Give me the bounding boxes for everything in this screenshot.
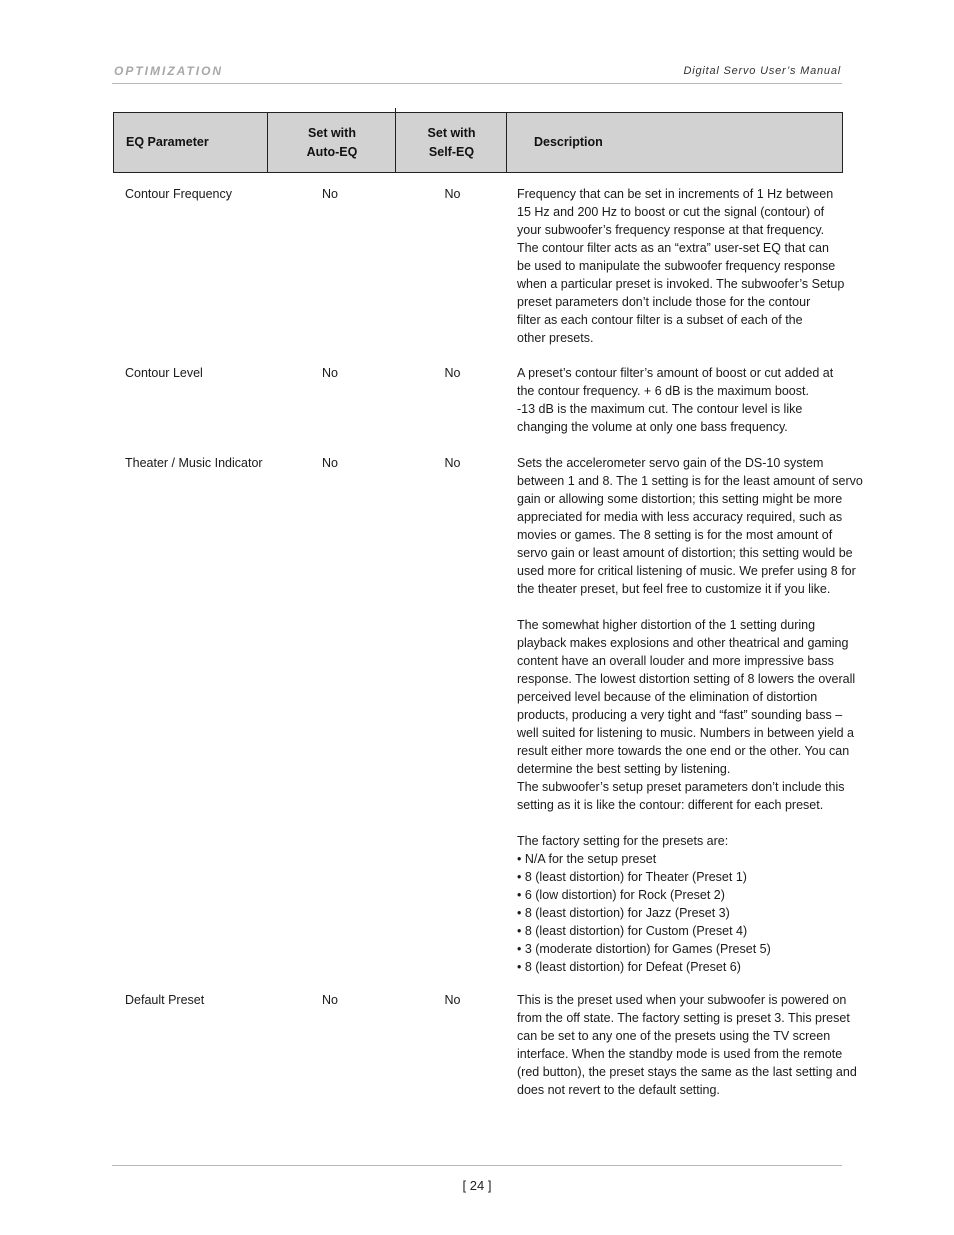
- manual-title: Digital Servo User’s Manual: [683, 65, 841, 77]
- description-line: changing the volume at only one bass frequency.: [517, 420, 788, 434]
- auto-eq-cell: No: [322, 187, 338, 201]
- description-line: filter as each contour filter is a subset of each of the: [517, 313, 803, 327]
- description-cell: [517, 185, 843, 347]
- description-line: the theater preset, but feel free to customize it if you like.: [517, 582, 831, 596]
- self-eq-cell: No: [444, 456, 461, 470]
- description-line: -13 dB is the maximum cut. The contour level is like: [517, 402, 803, 416]
- description-line: the contour frequency. + 6 dB is the maximum boost.: [517, 384, 809, 398]
- param-cell: Contour Frequency: [125, 187, 233, 201]
- description-line: preset parameters don’t include those for the contour: [517, 295, 811, 309]
- param-cell: Theater / Music Indicator: [125, 456, 263, 470]
- column-label: Set with: [427, 125, 476, 140]
- description-line: The subwoofer’s setup preset parameters don’t include this: [517, 780, 845, 794]
- description-line: This is the preset used when your subwoofer is powered on: [517, 993, 847, 1007]
- table-header: [113, 112, 843, 173]
- description-line: appreciated for media with less accuracy required, such as: [517, 510, 843, 524]
- column-header-description: [506, 113, 842, 172]
- description-line: used more for critical listening of music. We prefer using 8 for: [517, 564, 856, 578]
- description-line: determine the best setting by listening.: [517, 762, 731, 776]
- description-line: servo gain or least amount of distortion; this setting would be: [517, 546, 853, 560]
- param-cell: Default Preset: [125, 993, 205, 1007]
- column-label: EQ Parameter: [126, 135, 209, 149]
- description-line: interface. When the standby mode is used from the remote: [517, 1047, 843, 1061]
- description-line: your subwoofer’s frequency response at that frequency.: [517, 223, 825, 237]
- description-line: be used to manipulate the subwoofer frequency response: [517, 259, 836, 273]
- column-label: Auto-EQ: [306, 144, 358, 159]
- self-eq-cell: No: [444, 366, 461, 380]
- section-title: OPTIMIZATION: [114, 64, 224, 78]
- description-line: • 3 (moderate distortion) for Games (Preset 5): [517, 942, 771, 956]
- description-line: playback makes explosions and other theatrical and gaming: [517, 636, 849, 650]
- description-line: • 8 (least distortion) for Jazz (Preset 3): [517, 906, 730, 920]
- self-eq-cell: No: [444, 993, 461, 1007]
- param-cell: Contour Level: [125, 366, 203, 380]
- auto-eq-cell: No: [322, 993, 338, 1007]
- paragraph-gap: [517, 598, 843, 616]
- description-line: can be set to any one of the presets using the TV screen: [517, 1029, 831, 1043]
- description-cell: [517, 364, 843, 436]
- description-line: 15 Hz and 200 Hz to boost or cut the signal (contour) of: [517, 205, 825, 219]
- column-header-eq-parameter: [114, 113, 267, 172]
- description-line: does not revert to the default setting.: [517, 1083, 720, 1097]
- column-header-self-eq: [395, 113, 507, 172]
- description-line: between 1 and 8. The 1 setting is for the least amount of servo: [517, 474, 863, 488]
- description-line: • 8 (least distortion) for Defeat (Preset 6): [517, 960, 741, 974]
- description-line: gain or allowing some distortion; this setting might be more: [517, 492, 843, 506]
- header-divider: [112, 83, 842, 84]
- description-line: The contour filter acts as an “extra” user-set EQ that can: [517, 241, 829, 255]
- description-cell: [517, 454, 863, 976]
- description-line: • N/A for the setup preset: [517, 852, 657, 866]
- paragraph-gap: [517, 814, 843, 832]
- description-line: well suited for listening to music. Numbers in between yield a: [517, 726, 854, 740]
- description-line: when a particular preset is invoked. The subwoofer’s Setup: [517, 277, 845, 291]
- auto-eq-cell: No: [322, 456, 338, 470]
- description-line: Sets the accelerometer servo gain of the DS-10 system: [517, 456, 824, 470]
- column-label: Set with: [308, 125, 356, 140]
- description-line: result either more towards the one end or the other. You can: [517, 744, 850, 758]
- description-line: • 8 (least distortion) for Theater (Preset 1): [517, 870, 747, 884]
- description-line: (red button), the preset stays the same as the last setting and: [517, 1065, 857, 1079]
- description-line: movies or games. The 8 setting is for the most amount of: [517, 528, 833, 542]
- description-line: A preset’s contour filter’s amount of boost or cut added at: [517, 366, 834, 380]
- page-number: [ 24 ]: [462, 1178, 492, 1193]
- description-line: response. The lowest distortion setting of 8 lowers the overall: [517, 672, 856, 686]
- description-line: products, producing a very tight and “fast” sounding bass –: [517, 708, 843, 722]
- description-line: • 8 (least distortion) for Custom (Preset 4): [517, 924, 748, 938]
- column-header-auto-eq: [267, 113, 396, 172]
- description-line: other presets.: [517, 331, 594, 345]
- description-line: The factory setting for the presets are:: [517, 834, 729, 848]
- description-line: from the off state. The factory setting is preset 3. This preset: [517, 1011, 850, 1025]
- description-line: setting as it is like the contour: different for each preset.: [517, 798, 824, 812]
- description-line: • 6 (low distortion) for Rock (Preset 2): [517, 888, 725, 902]
- description-line: Frequency that can be set in increments of 1 Hz between: [517, 187, 834, 201]
- column-label: Self-EQ: [428, 144, 475, 159]
- description-line: content have an overall louder and more impressive bass: [517, 654, 834, 668]
- footer-divider: [112, 1165, 842, 1166]
- description-line: perceived level because of the elimination of distortion: [517, 690, 818, 704]
- self-eq-cell: No: [444, 187, 461, 201]
- description-cell: [517, 991, 857, 1099]
- description-line: The somewhat higher distortion of the 1 setting during: [517, 618, 816, 632]
- auto-eq-cell: No: [322, 366, 338, 380]
- column-label: Description: [534, 135, 603, 149]
